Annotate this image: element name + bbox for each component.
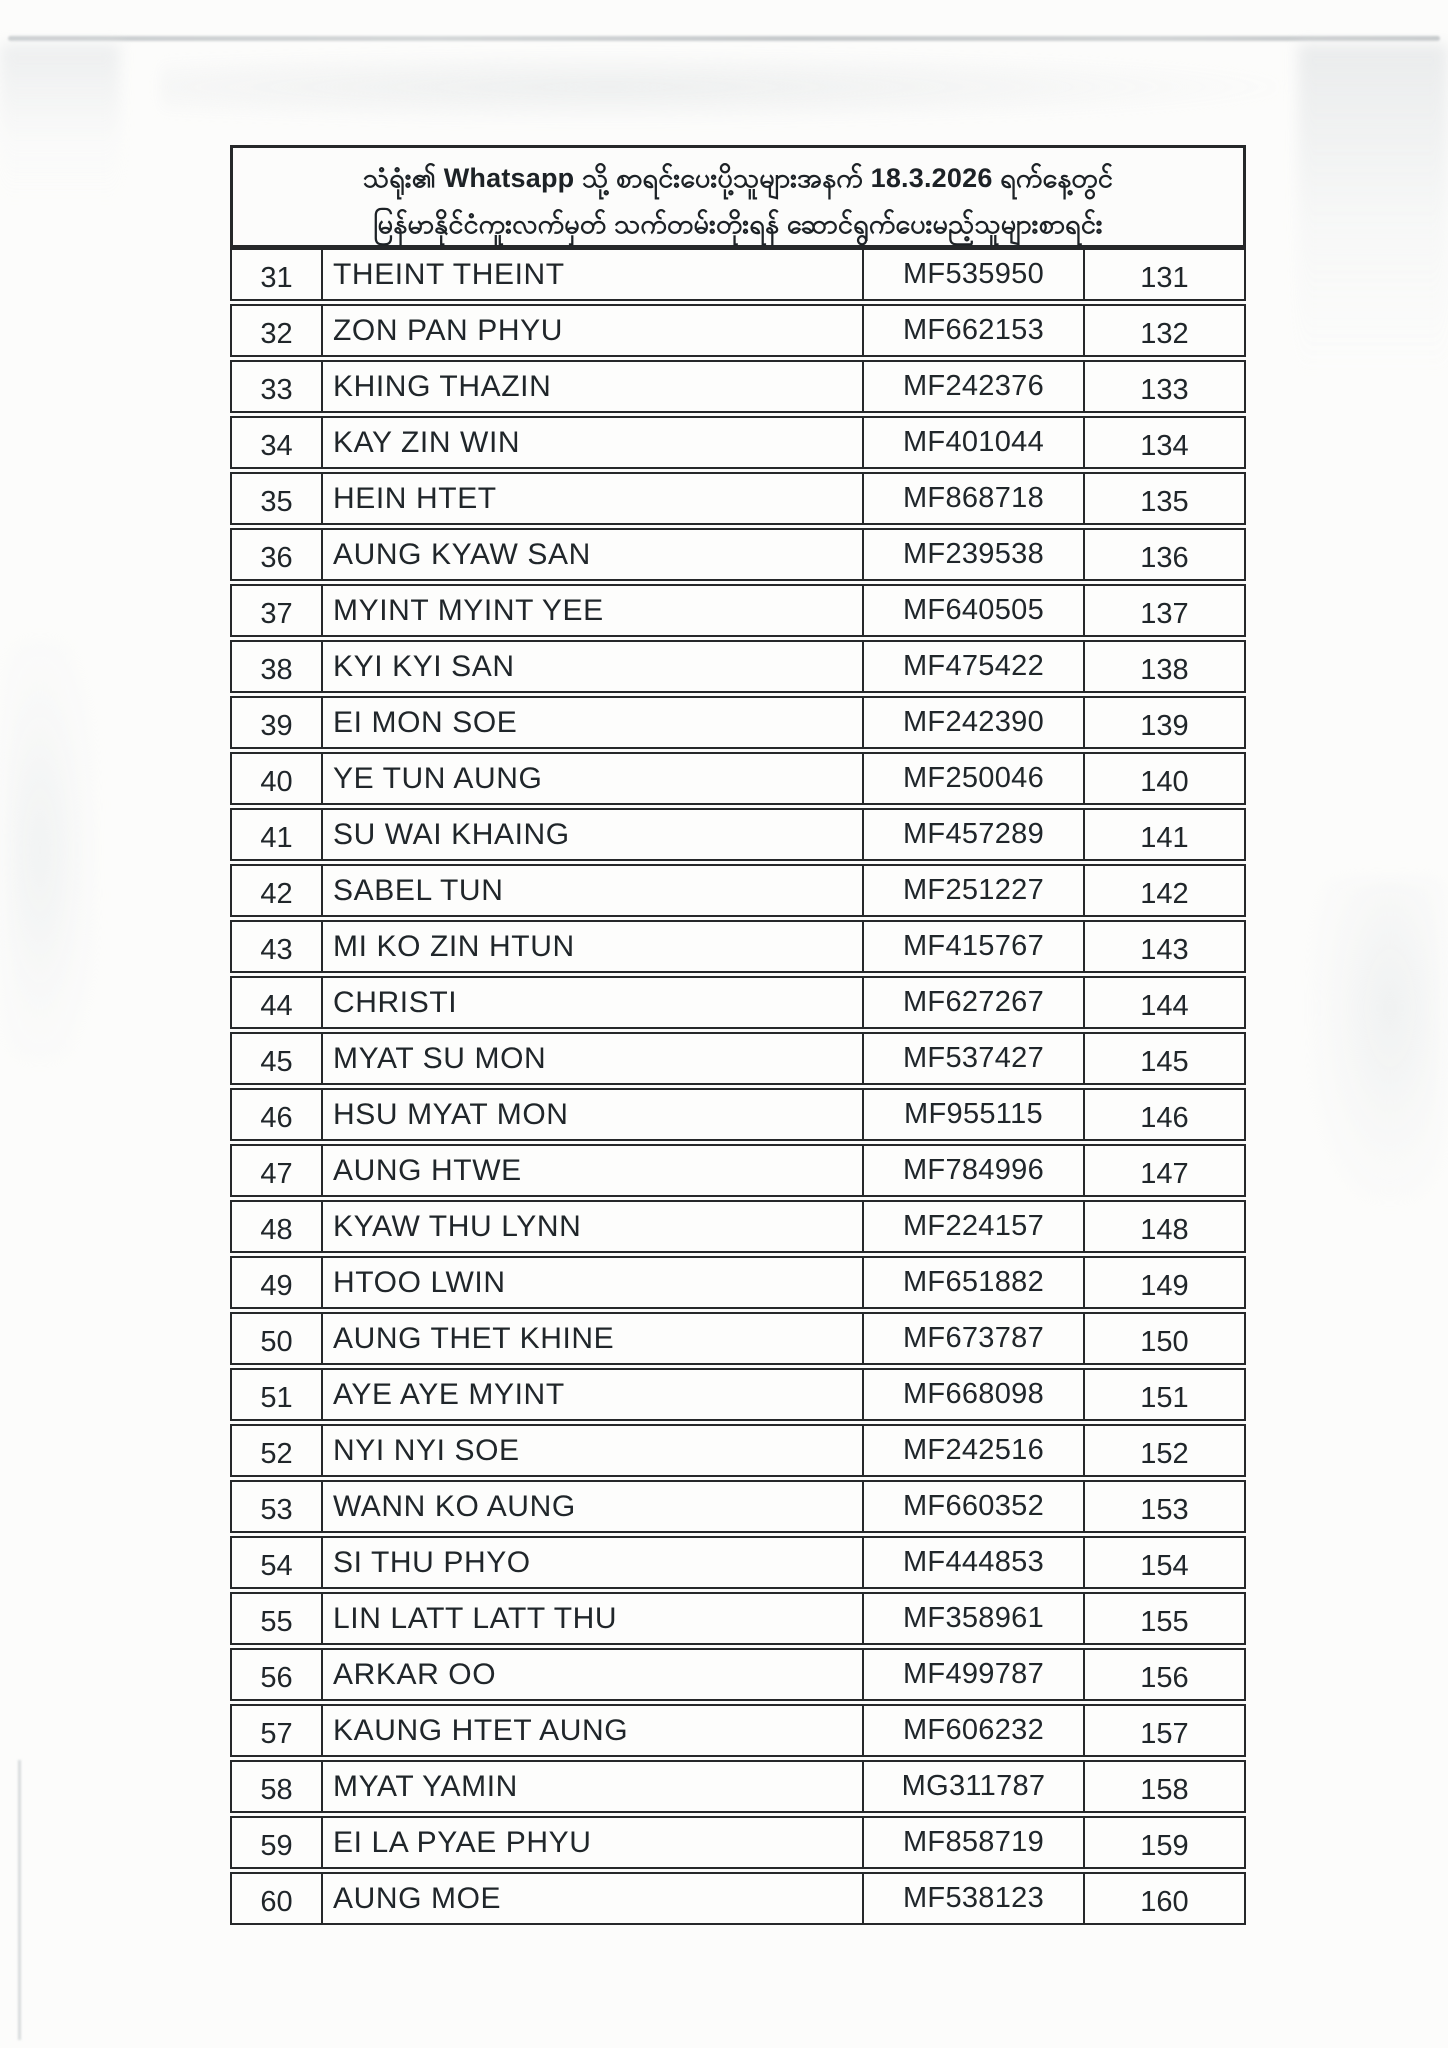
table-row [230, 1872, 1246, 1925]
sequence-number-cell: 147 [1083, 1146, 1244, 1195]
table-row [230, 1480, 1246, 1533]
table-row [230, 248, 1246, 301]
passport-number-cell: MF538123 [862, 1874, 1083, 1923]
sequence-number-cell: 157 [1083, 1706, 1244, 1755]
name-cell: KAUNG HTET AUNG [333, 1713, 629, 1747]
name-cell: HTOO LWIN [333, 1265, 506, 1299]
passport-number-cell: MF535950 [862, 250, 1083, 299]
sequence-number-cell: 152 [1083, 1426, 1244, 1475]
passport-number-cell: MF651882 [862, 1258, 1083, 1307]
name-cell: AUNG MOE [333, 1881, 502, 1915]
passport-number-cell: MF239538 [862, 530, 1083, 579]
sequence-number-cell: 143 [1083, 922, 1244, 971]
passport-number-cell: MF673787 [862, 1314, 1083, 1363]
sequence-number-cell: 149 [1083, 1258, 1244, 1307]
name-cell: AYE AYE MYINT [333, 1377, 565, 1411]
name-cell: ARKAR OO [333, 1657, 497, 1691]
passport-number-cell: MF858719 [862, 1818, 1083, 1867]
passport-number-cell: MF475422 [862, 642, 1083, 691]
scan-artifact-right-blotch [1312, 880, 1442, 1200]
sequence-number-cell: 140 [1083, 754, 1244, 803]
sequence-number-cell: 158 [1083, 1762, 1244, 1811]
sequence-number-cell: 137 [1083, 586, 1244, 635]
table-title [230, 145, 1246, 248]
passport-number-cell: MF668098 [862, 1370, 1083, 1419]
row-number-cell: 50 [232, 1314, 323, 1363]
name-cell: KYAW THU LYNN [333, 1209, 582, 1243]
table-row [230, 696, 1246, 749]
sequence-number-cell: 154 [1083, 1538, 1244, 1587]
table-row [230, 920, 1246, 973]
row-number-cell: 38 [232, 642, 323, 691]
sequence-number-cell: 133 [1083, 362, 1244, 411]
sequence-number-cell: 136 [1083, 530, 1244, 579]
row-number-cell: 54 [232, 1538, 323, 1587]
passport-renewal-list-table [230, 145, 1246, 1925]
name-cell: EI MON SOE [333, 705, 518, 739]
row-number-cell: 33 [232, 362, 323, 411]
table-row [230, 640, 1246, 693]
name-cell: KAY ZIN WIN [333, 425, 521, 459]
table-row [230, 864, 1246, 917]
name-cell: MYINT MYINT YEE [333, 593, 604, 627]
sequence-number-cell: 155 [1083, 1594, 1244, 1643]
table-row [230, 1088, 1246, 1141]
row-number-cell: 49 [232, 1258, 323, 1307]
passport-number-cell: MF606232 [862, 1706, 1083, 1755]
table-row [230, 1536, 1246, 1589]
table-row [230, 1200, 1246, 1253]
table-row [230, 1760, 1246, 1813]
name-cell: WANN KO AUNG [333, 1489, 576, 1523]
name-cell: SI THU PHYO [333, 1545, 531, 1579]
table-row [230, 584, 1246, 637]
row-number-cell: 48 [232, 1202, 323, 1251]
table-row [230, 1816, 1246, 1869]
table-row [230, 1312, 1246, 1365]
name-cell: SABEL TUN [333, 873, 504, 907]
name-cell: MI KO ZIN HTUN [333, 929, 575, 963]
row-number-cell: 40 [232, 754, 323, 803]
passport-number-cell: MF457289 [862, 810, 1083, 859]
passport-number-cell: MG311787 [862, 1762, 1083, 1811]
sequence-number-cell: 153 [1083, 1482, 1244, 1531]
row-number-cell: 41 [232, 810, 323, 859]
passport-number-cell: MF242376 [862, 362, 1083, 411]
scan-artifact-left-blotch [4, 640, 94, 1060]
name-cell: SU WAI KHAING [333, 817, 570, 851]
row-number-cell: 52 [232, 1426, 323, 1475]
table-row [230, 304, 1246, 357]
name-cell: KYI KYI SAN [333, 649, 515, 683]
passport-number-cell: MF537427 [862, 1034, 1083, 1083]
scan-artifact-top-streak [8, 36, 1440, 41]
passport-number-cell: MF358961 [862, 1594, 1083, 1643]
passport-number-cell: MF401044 [862, 418, 1083, 467]
sequence-number-cell: 159 [1083, 1818, 1244, 1867]
table-row [230, 528, 1246, 581]
sequence-number-cell: 134 [1083, 418, 1244, 467]
sequence-number-cell: 141 [1083, 810, 1244, 859]
sequence-number-cell: 160 [1083, 1874, 1244, 1923]
row-number-cell: 37 [232, 586, 323, 635]
name-cell: EI LA PYAE PHYU [333, 1825, 592, 1859]
sequence-number-cell: 135 [1083, 474, 1244, 523]
table-row [230, 1368, 1246, 1421]
name-cell: MYAT SU MON [333, 1041, 547, 1075]
sequence-number-cell: 131 [1083, 250, 1244, 299]
table-row [230, 360, 1246, 413]
scan-artifact-corner-right [1298, 44, 1448, 374]
row-number-cell: 34 [232, 418, 323, 467]
table-row [230, 1704, 1246, 1757]
row-number-cell: 42 [232, 866, 323, 915]
sequence-number-cell: 145 [1083, 1034, 1244, 1083]
sequence-number-cell: 151 [1083, 1370, 1244, 1419]
table-row [230, 1256, 1246, 1309]
passport-number-cell: MF444853 [862, 1538, 1083, 1587]
passport-number-cell: MF868718 [862, 474, 1083, 523]
table-body [230, 248, 1246, 1925]
name-cell: AUNG THET KHINE [333, 1321, 615, 1355]
table-row [230, 752, 1246, 805]
sequence-number-cell: 156 [1083, 1650, 1244, 1699]
sequence-number-cell: 150 [1083, 1314, 1244, 1363]
sequence-number-cell: 142 [1083, 866, 1244, 915]
passport-number-cell: MF627267 [862, 978, 1083, 1027]
sequence-number-cell: 132 [1083, 306, 1244, 355]
passport-number-cell: MF415767 [862, 922, 1083, 971]
row-number-cell: 55 [232, 1594, 323, 1643]
passport-number-cell: MF660352 [862, 1482, 1083, 1531]
scan-artifact-corner-left [0, 44, 120, 204]
row-number-cell: 35 [232, 474, 323, 523]
sequence-number-cell: 139 [1083, 698, 1244, 747]
table-row [230, 976, 1246, 1029]
title-line-2: မြန်မာနိုင်ငံကူးလက်မှတ် သက်တမ်းတိုးရန် ဆောင်ရွက်ပေးမည့်သူများစာရင်း [373, 209, 1103, 239]
table-row [230, 1424, 1246, 1477]
passport-number-cell: MF662153 [862, 306, 1083, 355]
name-cell: ZON PAN PHYU [333, 313, 564, 347]
passport-number-cell: MF250046 [862, 754, 1083, 803]
passport-number-cell: MF251227 [862, 866, 1083, 915]
scan-artifact-top-mottle [160, 52, 1280, 122]
table-row [230, 416, 1246, 469]
name-cell: AUNG KYAW SAN [333, 537, 591, 571]
row-number-cell: 51 [232, 1370, 323, 1419]
name-cell: THEINT THEINT [333, 257, 565, 291]
row-number-cell: 56 [232, 1650, 323, 1699]
table-row [230, 1648, 1246, 1701]
row-number-cell: 32 [232, 306, 323, 355]
passport-number-cell: MF242516 [862, 1426, 1083, 1475]
passport-number-cell: MF224157 [862, 1202, 1083, 1251]
row-number-cell: 46 [232, 1090, 323, 1139]
sequence-number-cell: 148 [1083, 1202, 1244, 1251]
scan-artifact-left-line [18, 1760, 21, 2040]
row-number-cell: 58 [232, 1762, 323, 1811]
sequence-number-cell: 138 [1083, 642, 1244, 691]
sequence-number-cell: 144 [1083, 978, 1244, 1027]
row-number-cell: 60 [232, 1874, 323, 1923]
row-number-cell: 31 [232, 250, 323, 299]
table-row [230, 1144, 1246, 1197]
passport-number-cell: MF242390 [862, 698, 1083, 747]
passport-number-cell: MF784996 [862, 1146, 1083, 1195]
sequence-number-cell: 146 [1083, 1090, 1244, 1139]
passport-number-cell: MF955115 [862, 1090, 1083, 1139]
name-cell: HEIN HTET [333, 481, 497, 515]
passport-number-cell: MF640505 [862, 586, 1083, 635]
passport-number-cell: MF499787 [862, 1650, 1083, 1699]
name-cell: HSU MYAT MON [333, 1097, 569, 1131]
table-row [230, 472, 1246, 525]
row-number-cell: 59 [232, 1818, 323, 1867]
name-cell: NYI NYI SOE [333, 1433, 520, 1467]
name-cell: AUNG HTWE [333, 1153, 522, 1187]
row-number-cell: 39 [232, 698, 323, 747]
row-number-cell: 47 [232, 1146, 323, 1195]
row-number-cell: 43 [232, 922, 323, 971]
name-cell: YE TUN AUNG [333, 761, 543, 795]
table-row [230, 1032, 1246, 1085]
row-number-cell: 57 [232, 1706, 323, 1755]
name-cell: CHRISTI [333, 985, 458, 1019]
name-cell: KHING THAZIN [333, 369, 552, 403]
row-number-cell: 36 [232, 530, 323, 579]
title-line-1: သံရုံး၏ Whatsapp သို့ စာရင်းပေးပို့သူများအနက် 18.3.2026 ရက်နေ့တွင် [362, 163, 1114, 193]
row-number-cell: 44 [232, 978, 323, 1027]
name-cell: MYAT YAMIN [333, 1769, 518, 1803]
row-number-cell: 45 [232, 1034, 323, 1083]
row-number-cell: 53 [232, 1482, 323, 1531]
table-row [230, 1592, 1246, 1645]
name-cell: LIN LATT LATT THU [333, 1601, 618, 1635]
table-row [230, 808, 1246, 861]
